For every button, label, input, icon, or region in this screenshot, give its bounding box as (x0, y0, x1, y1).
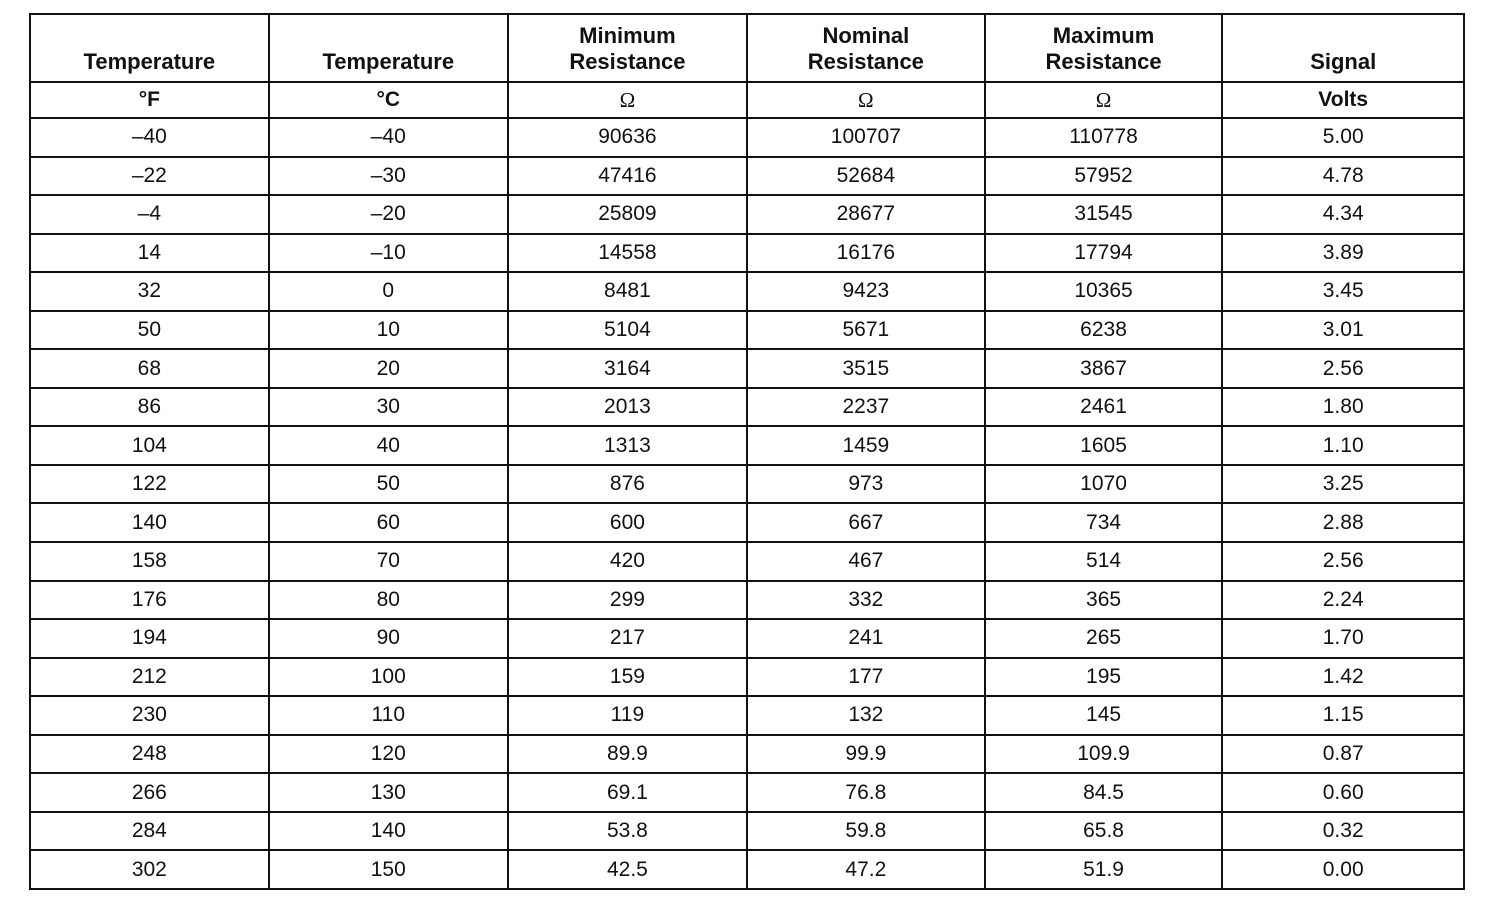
cell-nominal-resistance: 1459 (747, 426, 985, 465)
cell-signal-volts: 2.24 (1222, 581, 1463, 620)
cell-temp-c: 150 (269, 850, 508, 888)
cell-signal-volts: 2.88 (1222, 503, 1463, 542)
cell-min-resistance: 3164 (508, 349, 747, 388)
cell-temp-f: 158 (31, 542, 269, 581)
cell-signal-volts: 3.25 (1222, 465, 1463, 504)
cell-signal-volts: 1.10 (1222, 426, 1463, 465)
cell-max-resistance: 1070 (985, 465, 1223, 504)
cell-min-resistance: 42.5 (508, 850, 747, 888)
table-row (31, 118, 1463, 157)
cell-max-resistance: 17794 (985, 234, 1223, 273)
cell-temp-f: 140 (31, 503, 269, 542)
cell-signal-volts: 2.56 (1222, 542, 1463, 581)
cell-max-resistance: 31545 (985, 195, 1223, 234)
cell-temp-f: 104 (31, 426, 269, 465)
table-row (31, 426, 1463, 465)
cell-signal-volts: 1.80 (1222, 388, 1463, 427)
cell-signal-volts: 3.01 (1222, 311, 1463, 350)
cell-max-resistance: 110778 (985, 118, 1223, 157)
cell-nominal-resistance: 76.8 (747, 773, 985, 812)
cell-nominal-resistance: 100707 (747, 118, 985, 157)
cell-temp-c: 40 (269, 426, 508, 465)
cell-temp-c: –40 (269, 118, 508, 157)
cell-temp-f: –22 (31, 157, 269, 196)
cell-signal-volts: 1.42 (1222, 658, 1463, 697)
cell-temp-c: 10 (269, 311, 508, 350)
cell-max-resistance: 3867 (985, 349, 1223, 388)
cell-temp-f: 266 (31, 773, 269, 812)
cell-temp-f: 212 (31, 658, 269, 697)
cell-temp-c: –20 (269, 195, 508, 234)
cell-min-resistance: 217 (508, 619, 747, 658)
cell-temp-c: 20 (269, 349, 508, 388)
cell-nominal-resistance: 9423 (747, 272, 985, 311)
table-row (31, 234, 1463, 273)
cell-min-resistance: 69.1 (508, 773, 747, 812)
cell-temp-c: 0 (269, 272, 508, 311)
cell-nominal-resistance: 332 (747, 581, 985, 620)
cell-temp-f: 302 (31, 850, 269, 888)
resistance-table-container (29, 13, 1465, 890)
cell-nominal-resistance: 2237 (747, 388, 985, 427)
cell-temp-f: 32 (31, 272, 269, 311)
header-minimum-resistance: Minimum Resistance (508, 15, 747, 82)
cell-temp-f: 14 (31, 234, 269, 273)
cell-max-resistance: 65.8 (985, 812, 1223, 851)
table-row (31, 272, 1463, 311)
cell-nominal-resistance: 177 (747, 658, 985, 697)
cell-max-resistance: 365 (985, 581, 1223, 620)
cell-max-resistance: 2461 (985, 388, 1223, 427)
header-nominal-resistance: Nominal Resistance (747, 15, 985, 82)
cell-temp-c: 30 (269, 388, 508, 427)
cell-temp-c: 140 (269, 812, 508, 851)
cell-temp-f: 248 (31, 735, 269, 774)
cell-min-resistance: 25809 (508, 195, 747, 234)
table-row (31, 619, 1463, 658)
table-row (31, 157, 1463, 196)
cell-temp-c: 90 (269, 619, 508, 658)
table-row (31, 465, 1463, 504)
cell-min-resistance: 876 (508, 465, 747, 504)
cell-min-resistance: 90636 (508, 118, 747, 157)
units-row (31, 82, 1463, 118)
cell-min-resistance: 47416 (508, 157, 747, 196)
cell-min-resistance: 14558 (508, 234, 747, 273)
cell-temp-f: –4 (31, 195, 269, 234)
header-temperature-c: Temperature (269, 15, 508, 82)
cell-temp-c: 70 (269, 542, 508, 581)
cell-max-resistance: 734 (985, 503, 1223, 542)
header-signal: Signal (1222, 15, 1463, 82)
table-body (31, 118, 1463, 888)
cell-signal-volts: 0.00 (1222, 850, 1463, 888)
cell-signal-volts: 0.87 (1222, 735, 1463, 774)
unit-ohm-min: Ω (508, 82, 747, 118)
table-row (31, 581, 1463, 620)
unit-fahrenheit: °F (31, 82, 269, 118)
cell-temp-c: 130 (269, 773, 508, 812)
cell-max-resistance: 514 (985, 542, 1223, 581)
cell-nominal-resistance: 5671 (747, 311, 985, 350)
cell-max-resistance: 195 (985, 658, 1223, 697)
cell-max-resistance: 1605 (985, 426, 1223, 465)
cell-max-resistance: 84.5 (985, 773, 1223, 812)
cell-temp-f: 122 (31, 465, 269, 504)
unit-celsius: °C (269, 82, 508, 118)
cell-max-resistance: 10365 (985, 272, 1223, 311)
cell-signal-volts: 3.45 (1222, 272, 1463, 311)
cell-temp-c: 80 (269, 581, 508, 620)
cell-temp-f: 50 (31, 311, 269, 350)
cell-nominal-resistance: 99.9 (747, 735, 985, 774)
cell-signal-volts: 0.60 (1222, 773, 1463, 812)
unit-ohm-nominal: Ω (747, 82, 985, 118)
cell-nominal-resistance: 52684 (747, 157, 985, 196)
cell-temp-c: 110 (269, 696, 508, 735)
header-maximum-resistance: Maximum Resistance (985, 15, 1223, 82)
cell-temp-f: 284 (31, 812, 269, 851)
cell-max-resistance: 57952 (985, 157, 1223, 196)
cell-nominal-resistance: 59.8 (747, 812, 985, 851)
temperature-resistance-table (31, 15, 1463, 888)
cell-nominal-resistance: 667 (747, 503, 985, 542)
cell-signal-volts: 4.34 (1222, 195, 1463, 234)
cell-max-resistance: 109.9 (985, 735, 1223, 774)
cell-min-resistance: 119 (508, 696, 747, 735)
table-row (31, 195, 1463, 234)
cell-temp-c: 120 (269, 735, 508, 774)
cell-signal-volts: 2.56 (1222, 349, 1463, 388)
cell-nominal-resistance: 132 (747, 696, 985, 735)
cell-min-resistance: 1313 (508, 426, 747, 465)
table-row (31, 812, 1463, 851)
cell-temp-f: 176 (31, 581, 269, 620)
cell-nominal-resistance: 241 (747, 619, 985, 658)
cell-temp-f: 68 (31, 349, 269, 388)
cell-temp-f: –40 (31, 118, 269, 157)
table-row (31, 349, 1463, 388)
table-row (31, 388, 1463, 427)
header-row (31, 15, 1463, 82)
cell-temp-c: 60 (269, 503, 508, 542)
cell-nominal-resistance: 3515 (747, 349, 985, 388)
table-row (31, 735, 1463, 774)
cell-min-resistance: 8481 (508, 272, 747, 311)
cell-signal-volts: 3.89 (1222, 234, 1463, 273)
cell-signal-volts: 1.15 (1222, 696, 1463, 735)
cell-max-resistance: 6238 (985, 311, 1223, 350)
cell-temp-c: 100 (269, 658, 508, 697)
unit-ohm-max: Ω (985, 82, 1223, 118)
table-row (31, 696, 1463, 735)
table-row (31, 773, 1463, 812)
cell-min-resistance: 5104 (508, 311, 747, 350)
cell-temp-f: 194 (31, 619, 269, 658)
cell-temp-c: –10 (269, 234, 508, 273)
cell-min-resistance: 2013 (508, 388, 747, 427)
cell-min-resistance: 53.8 (508, 812, 747, 851)
unit-volts: Volts (1222, 82, 1463, 118)
table-row (31, 542, 1463, 581)
cell-nominal-resistance: 47.2 (747, 850, 985, 888)
cell-max-resistance: 51.9 (985, 850, 1223, 888)
cell-signal-volts: 1.70 (1222, 619, 1463, 658)
cell-min-resistance: 299 (508, 581, 747, 620)
cell-nominal-resistance: 16176 (747, 234, 985, 273)
table-row (31, 658, 1463, 697)
cell-min-resistance: 159 (508, 658, 747, 697)
cell-nominal-resistance: 467 (747, 542, 985, 581)
cell-signal-volts: 5.00 (1222, 118, 1463, 157)
cell-max-resistance: 145 (985, 696, 1223, 735)
cell-nominal-resistance: 28677 (747, 195, 985, 234)
cell-signal-volts: 4.78 (1222, 157, 1463, 196)
cell-temp-c: 50 (269, 465, 508, 504)
header-temperature-f: Temperature (31, 15, 269, 82)
cell-min-resistance: 89.9 (508, 735, 747, 774)
cell-signal-volts: 0.32 (1222, 812, 1463, 851)
cell-min-resistance: 420 (508, 542, 747, 581)
cell-max-resistance: 265 (985, 619, 1223, 658)
cell-temp-f: 86 (31, 388, 269, 427)
table-row (31, 503, 1463, 542)
table-row (31, 311, 1463, 350)
cell-temp-c: –30 (269, 157, 508, 196)
cell-min-resistance: 600 (508, 503, 747, 542)
cell-temp-f: 230 (31, 696, 269, 735)
cell-nominal-resistance: 973 (747, 465, 985, 504)
table-row (31, 850, 1463, 888)
